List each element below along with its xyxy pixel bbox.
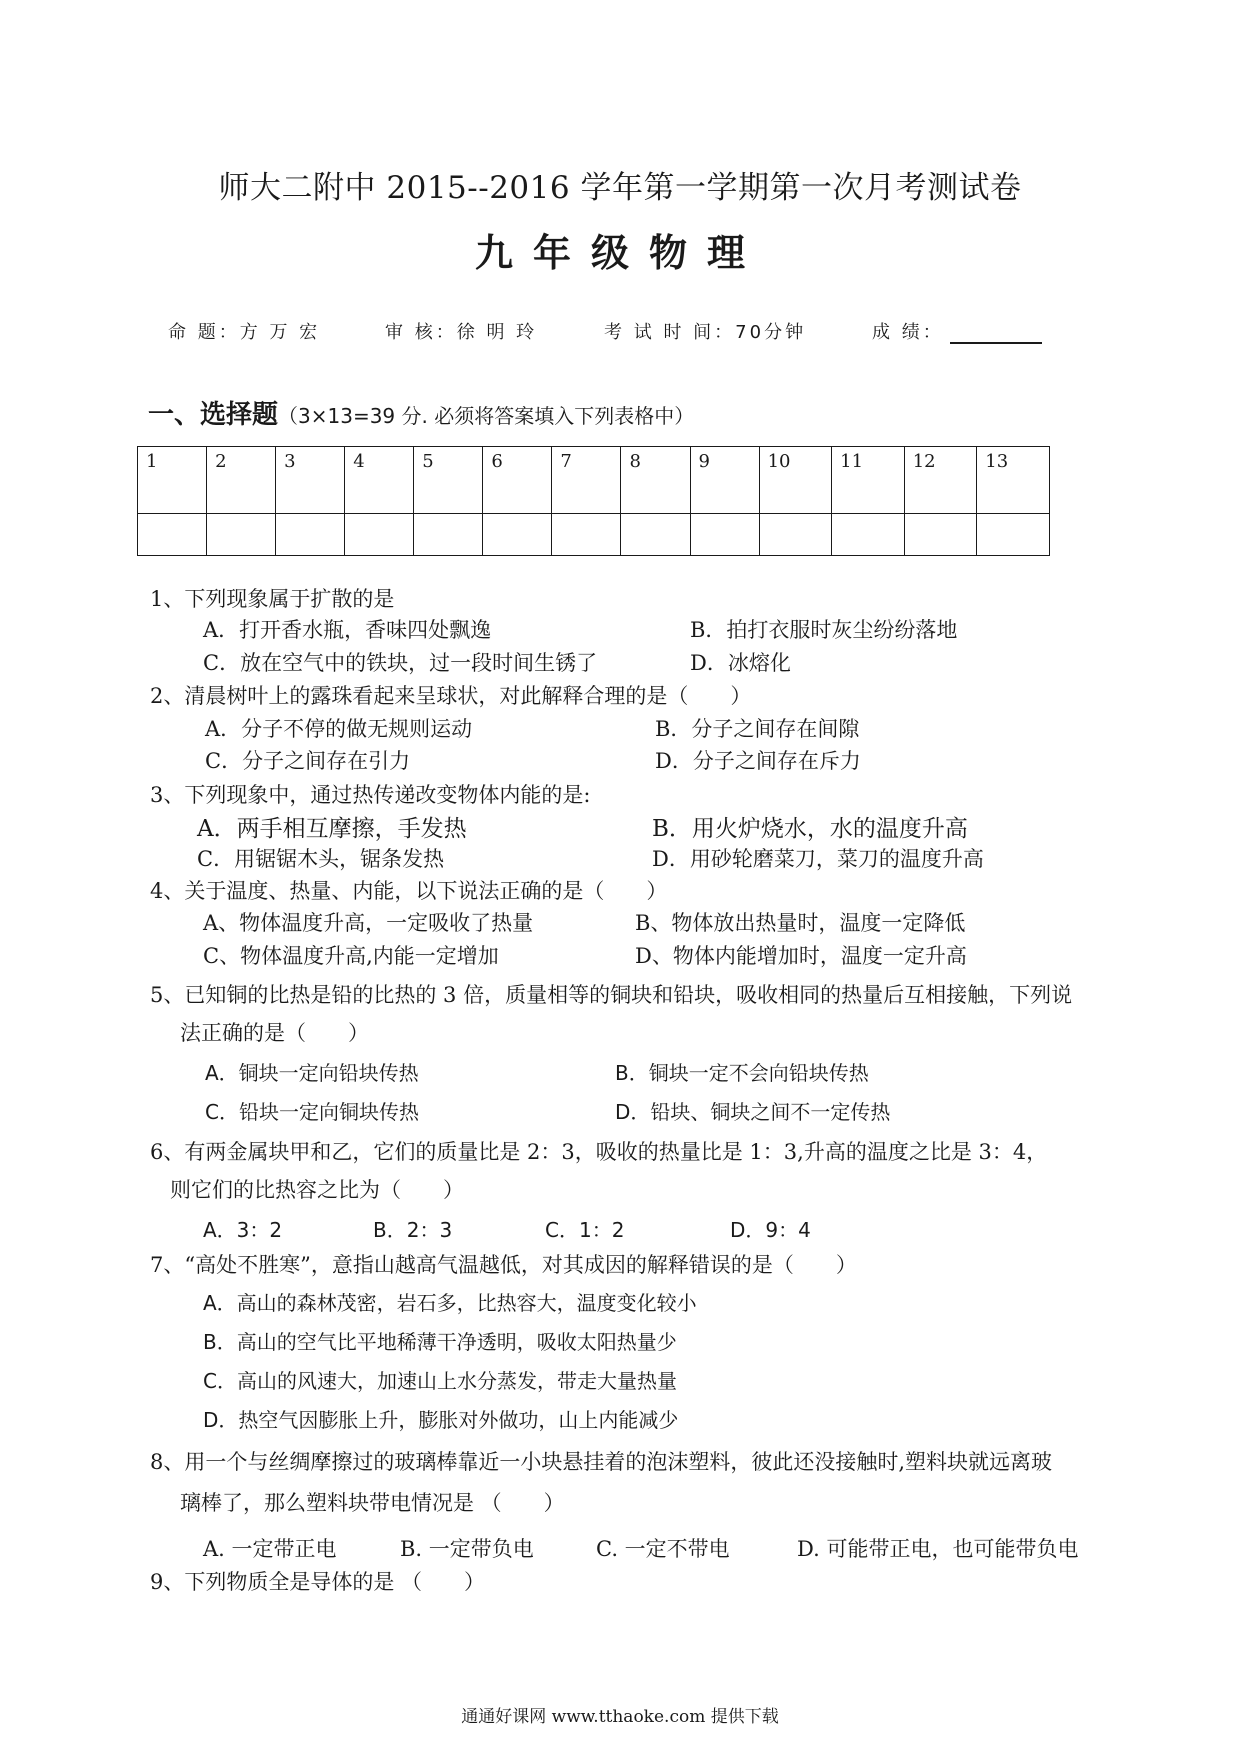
- question-5-cont: 法正确的是（ ）: [180, 1021, 369, 1045]
- q8-option-a: A. 一定带正电: [203, 1537, 337, 1561]
- author-info: 命 题：方 万 宏: [168, 322, 321, 343]
- exam-title: 师大二附中 2015--2016 学年第一学期第一次月考测试卷: [218, 170, 1022, 206]
- answer-number: 13: [977, 447, 1050, 514]
- subject-title: 九年级物理: [474, 230, 765, 275]
- answer-cell[interactable]: [138, 514, 207, 556]
- question-1: 1、下列现象属于扩散的是: [150, 587, 395, 611]
- answer-number: 5: [414, 447, 483, 514]
- q7-option-c: C．高山的风速大，加速山上水分蒸发，带走大量热量: [203, 1369, 677, 1393]
- q3-option-a: A．两手相互摩擦，手发热: [197, 816, 467, 842]
- q6-option-d: D．9：4: [730, 1218, 811, 1242]
- answer-cell[interactable]: [832, 514, 905, 556]
- q2-option-d: D．分子之间存在斥力: [655, 749, 861, 773]
- score-label: 成 绩：: [872, 322, 944, 343]
- score-blank[interactable]: [950, 324, 1042, 344]
- question-9: 9、下列物质全是导体的是 （ ）: [150, 1570, 486, 1594]
- q5-option-a: A．铜块一定向铅块传热: [205, 1061, 419, 1085]
- exam-time: 考 试 时 间：70分钟: [604, 322, 807, 343]
- q4-option-a: A、物体温度升高，一定吸收了热量: [203, 911, 534, 935]
- answer-number: 12: [904, 447, 977, 514]
- q2-option-b: B．分子之间存在间隙: [655, 717, 860, 741]
- q1-option-b: B．拍打衣服时灰尘纷纷落地: [690, 618, 958, 642]
- footer-source: 通通好课网 www.tthaoke.com 提供下载: [461, 1707, 779, 1727]
- q4-option-c: C、物体温度升高,内能一定增加: [203, 944, 499, 968]
- q4-option-d: D、物体内能增加时，温度一定升高: [635, 944, 967, 968]
- answer-cell[interactable]: [483, 514, 552, 556]
- q6-option-a: A．3：2: [203, 1218, 283, 1242]
- answer-cell[interactable]: [207, 514, 276, 556]
- answer-number: 3: [276, 447, 345, 514]
- answer-number: 8: [621, 447, 690, 514]
- q8-option-d: D. 可能带正电，也可能带负电: [797, 1537, 1079, 1561]
- answer-table-blanks: [138, 514, 1050, 556]
- reviewer-info: 审 核：徐 明 玲: [385, 322, 538, 343]
- answer-number: 11: [832, 447, 905, 514]
- answer-number: 9: [690, 447, 759, 514]
- q6-option-c: C．1：2: [545, 1218, 625, 1242]
- answer-cell[interactable]: [904, 514, 977, 556]
- question-5: 5、已知铜的比热是铅的比热的 3 倍，质量相等的铜块和铅块，吸收相同的热量后互相接触，下列说: [150, 983, 1073, 1007]
- question-7: 7、“高处不胜寒”，意指山越高气温越低，对其成因的解释错误的是（ ）: [150, 1253, 857, 1277]
- section-title: [148, 394, 694, 431]
- q1-option-d: D．冰熔化: [690, 651, 791, 675]
- q1-option-c: C．放在空气中的铁块，过一段时间生锈了: [203, 651, 598, 675]
- q3-option-b: B．用火炉烧水，水的温度升高: [652, 816, 968, 842]
- answer-cell[interactable]: [345, 514, 414, 556]
- answer-table: [137, 446, 1050, 556]
- section-note: （3×13=39 分. 必须将答案填入下列表格中）: [278, 404, 695, 428]
- question-6: 6、有两金属块甲和乙，它们的质量比是 2：3，吸收的热量比是 1：3,升高的温度之比是 3：4，: [150, 1140, 1048, 1164]
- section-heading: 一、选择题: [148, 400, 279, 430]
- q2-option-a: A．分子不停的做无规则运动: [205, 717, 473, 741]
- answer-number: 1: [138, 447, 207, 514]
- q4-option-b: B、物体放出热量时，温度一定降低: [635, 911, 966, 935]
- question-4: 4、关于温度、热量、内能，以下说法正确的是（ ）: [150, 879, 668, 903]
- question-8-cont: 璃棒了，那么塑料块带电情况是 （ ）: [180, 1491, 565, 1515]
- answer-number: 6: [483, 447, 552, 514]
- question-3: 3、下列现象中，通过热传递改变物体内能的是:: [150, 783, 591, 807]
- answer-cell[interactable]: [414, 514, 483, 556]
- answer-number: 2: [207, 447, 276, 514]
- q7-option-b: B．高山的空气比平地稀薄干净透明，吸收太阳热量少: [203, 1330, 677, 1354]
- q5-option-b: B．铜块一定不会向铅块传热: [615, 1061, 869, 1085]
- answer-number: 4: [345, 447, 414, 514]
- score-field: [872, 318, 1042, 344]
- q5-option-d: D．铅块、铜块之间不一定传热: [615, 1100, 891, 1124]
- question-2: 2、清晨树叶上的露珠看起来呈球状，对此解释合理的是（ ）: [150, 684, 752, 708]
- answer-number: 10: [759, 447, 832, 514]
- answer-cell[interactable]: [759, 514, 832, 556]
- answer-cell[interactable]: [552, 514, 621, 556]
- q1-option-a: A．打开香水瓶，香味四处飘逸: [203, 618, 492, 642]
- answer-cell[interactable]: [977, 514, 1050, 556]
- q8-option-b: B. 一定带负电: [400, 1537, 534, 1561]
- answer-table-numbers: [138, 447, 1050, 514]
- question-8: 8、用一个与丝绸摩擦过的玻璃棒靠近一小块悬挂着的泡沫塑料，彼此还没接触时,塑料块就远离玻: [150, 1450, 1053, 1474]
- q6-option-b: B．2：3: [373, 1218, 453, 1242]
- q2-option-c: C．分子之间存在引力: [205, 749, 411, 773]
- answer-number: 7: [552, 447, 621, 514]
- answer-cell[interactable]: [690, 514, 759, 556]
- question-6-cont: 则它们的比热容之比为（ ）: [170, 1178, 464, 1202]
- q5-option-c: C．铅块一定向铜块传热: [205, 1100, 419, 1124]
- q7-option-d: D．热空气因膨胀上升，膨胀对外做功，山上内能减少: [203, 1408, 679, 1432]
- q7-option-a: A．高山的森林茂密，岩石多，比热容大，温度变化较小: [203, 1291, 697, 1315]
- q3-option-c: C．用锯锯木头，锯条发热: [197, 847, 445, 871]
- answer-cell[interactable]: [276, 514, 345, 556]
- q8-option-c: C. 一定不带电: [596, 1537, 730, 1561]
- answer-cell[interactable]: [621, 514, 690, 556]
- q3-option-d: D．用砂轮磨菜刀，菜刀的温度升高: [652, 847, 984, 871]
